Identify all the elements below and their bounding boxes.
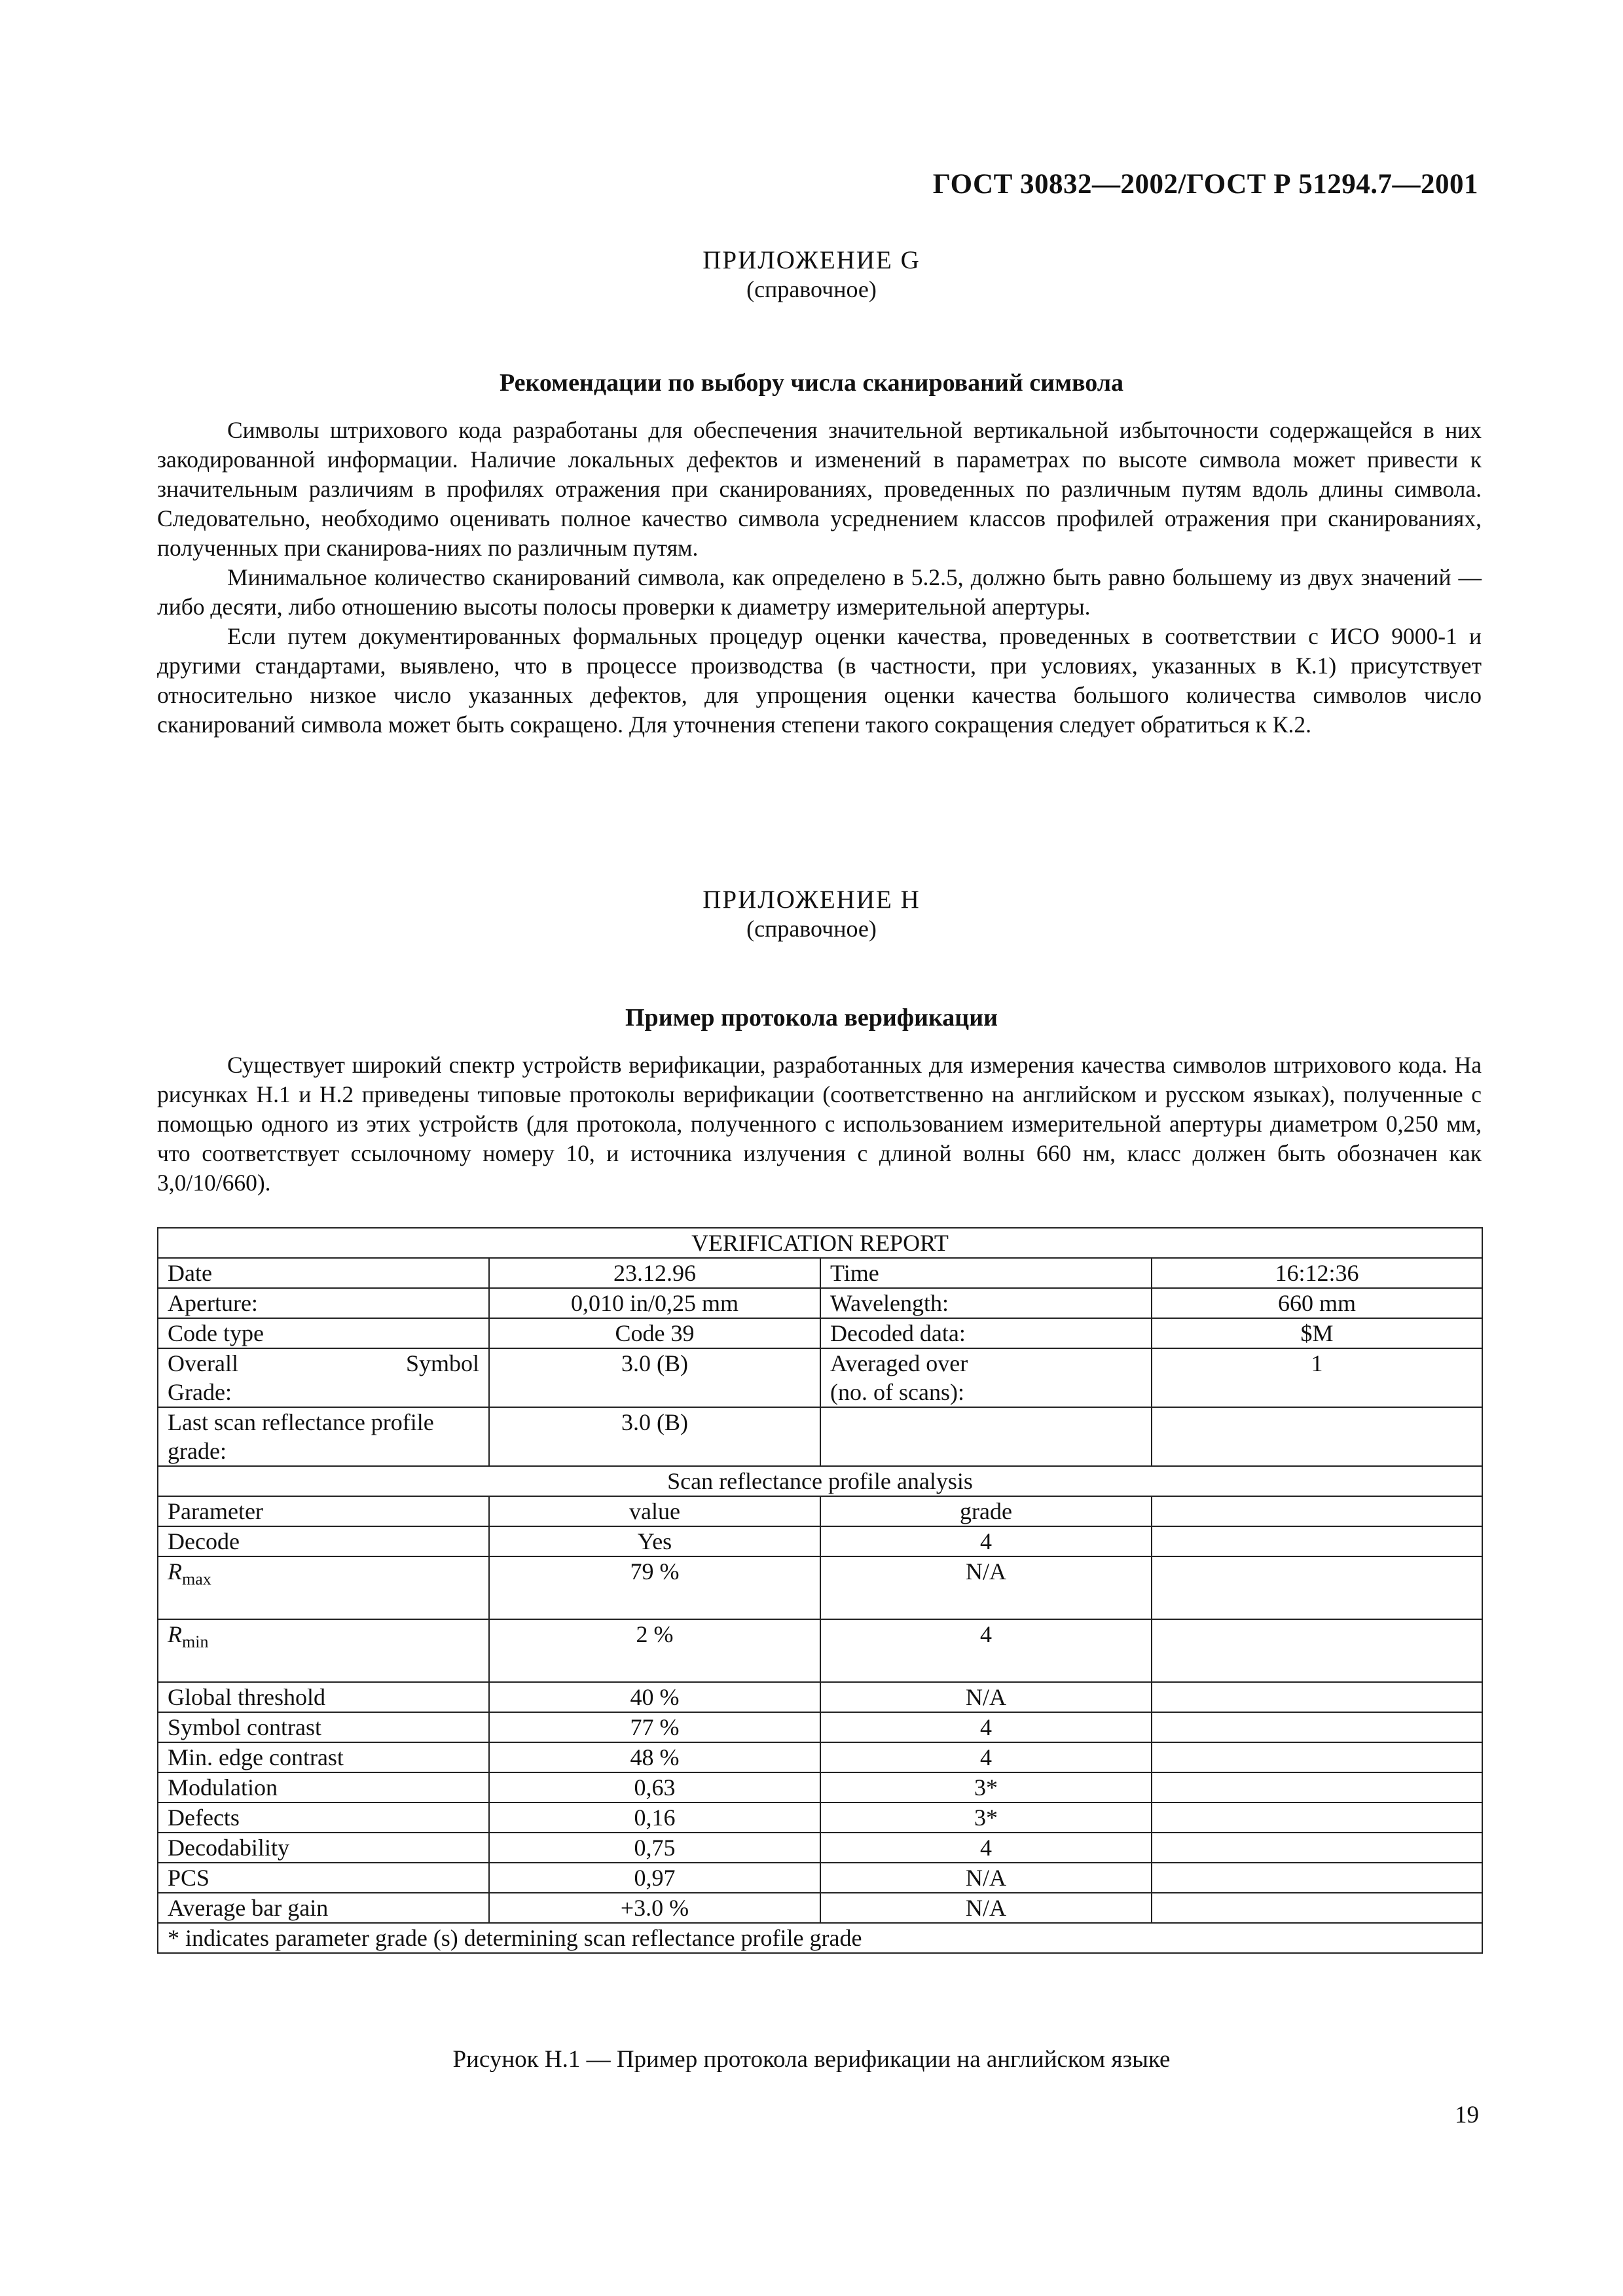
empty-cell: [1152, 1619, 1482, 1682]
annex-g-title: ПРИЛОЖЕНИЕ G: [702, 246, 921, 274]
grade-cell: 4: [820, 1619, 1152, 1682]
table-row: [158, 1619, 1482, 1682]
param-cell: [158, 1556, 489, 1619]
lastscan-label: Last scan reflectance profile grade:: [158, 1407, 489, 1466]
table-row: [158, 1318, 1482, 1348]
col-grade-header: grade: [820, 1496, 1152, 1526]
annex-h-paragraph: Существует широкий спектр устройств верификации, разработанных для измерения качества символов штрихового кода. На рисунках Н.1 и Н.2 приведены типовые протоколы верификации (соответственно на английском и русском языках), полученные с помощью одного из этих устройств (для протокола, полученного с использованием измерительной апертуры диаметром 0,250 мм, что соответствует ссылочному номеру 10, и источника излучения с длиной волны 660 нм, класс должен быть обозначен как 3,0/10/660).: [157, 1052, 1482, 1196]
value-cell: 79 %: [489, 1556, 820, 1619]
value-cell: 0,63: [489, 1772, 820, 1803]
value-cell: 0,16: [489, 1803, 820, 1833]
param-subscript: max: [182, 1570, 211, 1589]
annex-h-title: ПРИЛОЖЕНИЕ Н: [702, 886, 921, 914]
value-cell: 2 %: [489, 1619, 820, 1682]
param-cell: Average bar gain: [158, 1893, 489, 1923]
empty-cell: [1152, 1496, 1482, 1526]
overall-label-b: Symbol: [405, 1350, 479, 1376]
grade-cell: 4: [820, 1712, 1152, 1742]
annex-g-header: [0, 245, 1623, 303]
time-value: 16:12:36: [1152, 1258, 1482, 1288]
annex-g-paragraph-2: Минимальное количество сканирований символа, как определено в 5.2.5, должно быть равно большему из двух значений — либо десяти, либо отношению высоты полосы проверки к диаметру измерительной апертуры.: [157, 564, 1482, 620]
param-cell: Defects: [158, 1803, 489, 1833]
annex-h-subtitle: (справочное): [746, 916, 877, 942]
table-row: [158, 1407, 1482, 1466]
empty-cell: [1152, 1742, 1482, 1772]
standard-id: ГОСТ 30832—2002/ГОСТ Р 51294.7—2001: [932, 169, 1478, 200]
table-header-row: [158, 1496, 1482, 1526]
grade-cell: N/A: [820, 1682, 1152, 1712]
table-row: [158, 1803, 1482, 1833]
value-cell: 48 %: [489, 1742, 820, 1772]
annex-g-subtitle: (справочное): [746, 276, 877, 302]
col-parameter-header: Parameter: [158, 1496, 489, 1526]
grade-cell: 4: [820, 1526, 1152, 1556]
empty-cell: [1152, 1682, 1482, 1712]
empty-cell: [1152, 1893, 1482, 1923]
annex-h-body: [157, 1050, 1482, 1198]
analysis-title-row: [158, 1466, 1482, 1496]
annex-g-paragraph-3: Если путем документированных формальных процедур оценки качества, проведенных в соответствии с ИСО 9000-1 и другими стандартами, выявлено, что в процессе производства (в частности, при условиях, указанных в К.1) присутствует относительно низкое число указанных дефектов, для упрощения оценки качества большого количества символов число сканирований символа может быть сокращено. Для уточнения степени такого сокращения следует обратиться к К.2.: [157, 623, 1482, 738]
param-symbol: R: [168, 1558, 182, 1585]
value-cell: 0,75: [489, 1833, 820, 1863]
table-row: [158, 1712, 1482, 1742]
aperture-value: 0,010 in/0,25 mm: [489, 1288, 820, 1318]
annex-h-header: [0, 885, 1623, 942]
empty-cell: [1152, 1712, 1482, 1742]
decoded-value: $M: [1152, 1318, 1482, 1348]
param-cell: [158, 1619, 489, 1682]
aperture-label: Aperture:: [158, 1288, 489, 1318]
empty-cell: [1152, 1833, 1482, 1863]
averaged-label-a: Averaged over: [830, 1350, 968, 1376]
table-footnote: * indicates parameter grade (s) determining scan reflectance profile grade: [158, 1923, 1482, 1953]
decoded-label: Decoded data:: [820, 1318, 1152, 1348]
grade-cell: 4: [820, 1742, 1152, 1772]
empty-cell: [1152, 1556, 1482, 1619]
grade-cell: N/A: [820, 1863, 1152, 1893]
param-cell: PCS: [158, 1863, 489, 1893]
annex-g-heading: Рекомендации по выбору числа сканирований символа: [499, 369, 1124, 397]
overall-label-a: Overall: [168, 1350, 238, 1376]
grade-cell: 3*: [820, 1803, 1152, 1833]
codetype-label: Code type: [158, 1318, 489, 1348]
overall-grade-value: 3.0 (B): [489, 1348, 820, 1407]
grade-cell: 3*: [820, 1772, 1152, 1803]
empty-cell: [1152, 1772, 1482, 1803]
empty-cell: [1152, 1526, 1482, 1556]
value-cell: 0,97: [489, 1863, 820, 1893]
figure-caption: Рисунок Н.1 — Пример протокола верификации на английском языке: [452, 2046, 1171, 2073]
value-cell: Yes: [489, 1526, 820, 1556]
grade-cell: N/A: [820, 1556, 1152, 1619]
annex-g-paragraph-1: Символы штрихового кода разработаны для обеспечения значительной вертикальной избыточности содержащейся в них закодированной информации. Наличие локальных дефектов и изменений в параметрах по высоте символа может привести к значительным различиям в профилях отражения при сканированиях, проведенных по различным путям вдоль длины символа. Следовательно, необходимо оценивать полное качество символа усреднением классов профилей отражения при сканированиях, полученных при сканирова-ниях по различным путям.: [157, 417, 1482, 561]
table-row: [158, 1742, 1482, 1772]
empty-cell: [820, 1407, 1152, 1466]
time-label: Time: [820, 1258, 1152, 1288]
overall-label-c: Grade:: [168, 1379, 232, 1405]
param-cell: Min. edge contrast: [158, 1742, 489, 1772]
report-title-row: [158, 1228, 1482, 1258]
empty-cell: [1152, 1803, 1482, 1833]
table-row: [158, 1258, 1482, 1288]
value-cell: 40 %: [489, 1682, 820, 1712]
table-row: [158, 1682, 1482, 1712]
footnote-row: [158, 1923, 1482, 1953]
overall-grade-label: [158, 1348, 489, 1407]
annex-h-heading: Пример протокола верификации: [625, 1004, 998, 1031]
verification-report-table: [157, 1227, 1483, 1954]
param-cell: Decode: [158, 1526, 489, 1556]
param-subscript: min: [182, 1632, 209, 1652]
table-row: [158, 1772, 1482, 1803]
param-cell: Modulation: [158, 1772, 489, 1803]
param-cell: Symbol contrast: [158, 1712, 489, 1742]
annex-g-body: [157, 416, 1482, 740]
table-row: [158, 1348, 1482, 1407]
date-label: Date: [158, 1258, 489, 1288]
grade-cell: N/A: [820, 1893, 1152, 1923]
empty-cell: [1152, 1407, 1482, 1466]
wavelength-label: Wavelength:: [820, 1288, 1152, 1318]
table-row: [158, 1893, 1482, 1923]
table-row: [158, 1863, 1482, 1893]
table-row: [158, 1288, 1482, 1318]
param-cell: Global threshold: [158, 1682, 489, 1712]
report-title: VERIFICATION REPORT: [158, 1228, 1482, 1258]
codetype-value: Code 39: [489, 1318, 820, 1348]
col-value-header: value: [489, 1496, 820, 1526]
page-number: 19: [1455, 2102, 1479, 2128]
date-value: 23.12.96: [489, 1258, 820, 1288]
param-cell: Decodability: [158, 1833, 489, 1863]
wavelength-value: 660 mm: [1152, 1288, 1482, 1318]
analysis-title: Scan reflectance profile analysis: [158, 1466, 1482, 1496]
averaged-label: [820, 1348, 1152, 1407]
value-cell: 77 %: [489, 1712, 820, 1742]
grade-cell: 4: [820, 1833, 1152, 1863]
table-row: [158, 1556, 1482, 1619]
table-row: [158, 1833, 1482, 1863]
averaged-label-b: (no. of scans):: [830, 1379, 964, 1405]
averaged-value: 1: [1152, 1348, 1482, 1407]
param-symbol: R: [168, 1621, 182, 1647]
table-row: [158, 1526, 1482, 1556]
lastscan-value: 3.0 (B): [489, 1407, 820, 1466]
value-cell: +3.0 %: [489, 1893, 820, 1923]
empty-cell: [1152, 1863, 1482, 1893]
